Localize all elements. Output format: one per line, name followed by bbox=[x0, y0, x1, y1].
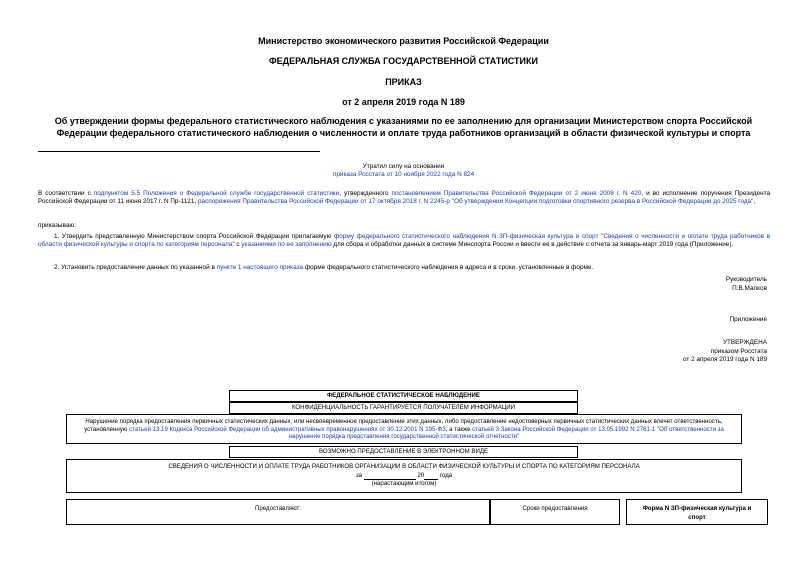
government-order-link[interactable]: распоряжения Правительства Российской Федерации от 17 октября 2018 г. N 2245-р "Об утверждении Концепции подготовки спортивного резерва в Российской Федерации до 2025 года" bbox=[197, 198, 754, 206]
electronic-box: ВОЗМОЖНО ПРЕДОСТАВЛЕНИЕ В ЭЛЕКТРОННОМ ВИДЕ bbox=[229, 446, 578, 458]
signature-name: П.В.Малков bbox=[732, 284, 767, 292]
order-word: приказываю: bbox=[38, 222, 76, 229]
period-line bbox=[67, 472, 741, 481]
document-title: Об утверждении формы федерального статистического наблюдения с указаниями по ее заполнению для организации Министерством спорта Российской Федерации федерального статистического наблюдения о численности и оплате труда работников организаций в области физической культуры и спорта bbox=[54, 116, 753, 138]
regulation-link[interactable]: подпунктом 5.5 Положения о Федеральной службе государственной статистики bbox=[93, 190, 340, 197]
approval-block bbox=[683, 339, 767, 365]
warning-text: , а также bbox=[445, 425, 473, 433]
period-suffix: года bbox=[439, 471, 453, 479]
preamble-text: , bbox=[753, 198, 756, 206]
item-text: форме федерального статистического наблюдения в адреса и в сроки, установленные в форме. bbox=[303, 264, 594, 271]
warning-text: Нарушение порядка предоставления первичных статистических данных, или несвоевременное предоставление этих данных, либо предоставление недостоверных первичных статистических данных влечет ответственность, установленную bbox=[84, 418, 723, 433]
order-item-1 bbox=[38, 233, 770, 250]
period-year: 20 bbox=[417, 471, 425, 479]
status-note bbox=[0, 163, 807, 180]
admin-code-link[interactable]: статьей 13.19 Кодекса Российской Федерации об административных правонарушениях от 30.12.2001 N 195-ФЗ bbox=[129, 425, 446, 433]
period-blank[interactable] bbox=[364, 473, 416, 480]
liability-warning-box bbox=[66, 414, 742, 444]
item-text: с bbox=[234, 241, 242, 249]
confidential-box: КОНФИДЕНЦИАЛЬНОСТЬ ГАРАНТИРУЕТСЯ ПОЛУЧАТЕЛЕМ ИНФОРМАЦИИ bbox=[229, 402, 578, 414]
status-line: Утратил силу на основании bbox=[362, 163, 445, 170]
document-type: ПРИКАЗ bbox=[385, 77, 422, 87]
preamble-text: , утвержденного bbox=[339, 190, 392, 197]
repeal-link[interactable]: приказа Росстата от 10 ноября 2022 года N 824 bbox=[332, 171, 475, 179]
point-1-link[interactable]: пункте 1 настоящего приказа bbox=[216, 264, 304, 271]
ministry-heading: Министерство экономического развития Российской Федерации bbox=[258, 36, 549, 46]
instructions-link[interactable]: указаниями по ее заполнению bbox=[241, 241, 332, 249]
form-heading: СВЕДЕНИЯ О ЧИСЛЕННОСТИ И ОПЛАТЕ ТРУДА РАБОТНИКОВ ОРГАНИЗАЦИИ В ОБЛАСТИ ФИЗИЧЕСКОЙ КУЛЬТУРЫ И СПОРТА ПО КАТЕГОРИЯМ ПЕРСОНАЛА bbox=[168, 463, 640, 470]
form-code-cell: Форма N ЗП-физическая культура и спорт bbox=[626, 499, 768, 525]
federal-law-link[interactable]: статьей 3 Закона Российской Федерации от 13.05.1992 N 2761-1 "Об ответственности за нарушение порядка представления государственной статистической отчетности" bbox=[288, 425, 724, 441]
form-link[interactable]: форму федерального статистического наблюдения N ЗП-физическая культура и спорт "Сведения о численности и оплате труда работников в области физической культуры и спорта по категориям персонала" bbox=[38, 233, 770, 249]
item-text: для сбора и обработки данных в системе Минспорта России и ввести ее в действие с отчета за январь-март 2019 года (Приложение). bbox=[331, 241, 734, 249]
service-heading: ФЕДЕРАЛЬНАЯ СЛУЖБА ГОСУДАРСТВЕННОЙ СТАТИСТИКИ bbox=[269, 56, 538, 66]
preamble-text: В соответствии с bbox=[38, 190, 94, 197]
approved-word: УТВЕРЖДЕНА bbox=[722, 339, 767, 346]
preamble-paragraph bbox=[38, 190, 770, 207]
deadline-cell: Сроки предоставления bbox=[490, 499, 620, 525]
signature-role: Руководитель bbox=[725, 276, 767, 283]
order-item-2 bbox=[38, 264, 770, 272]
signature-block bbox=[726, 276, 767, 293]
approved-date: от 2 апреля 2019 года N 189 bbox=[682, 356, 767, 363]
appendix-label: Приложение bbox=[729, 316, 767, 323]
cumulative-note: (нарастающим итогом) bbox=[371, 480, 437, 488]
item-text: 1. Утвердить представленную Министерством спорта Российской Федерации прилагаемую bbox=[54, 233, 334, 240]
preamble-text: , и во исполнение поручения Президента Российской Федерации от 11 июня 2017 г. N Пр-1121, bbox=[38, 190, 771, 206]
government-decree-link[interactable]: постановлением Правительства Российской Федерации от 2 июня 2008 г. N 420 bbox=[391, 190, 642, 197]
stat-observation-box: ФЕДЕРАЛЬНОЕ СТАТИСТИЧЕСКОЕ НАБЛЮДЕНИЕ bbox=[229, 390, 578, 402]
provide-cell: Предоставляют: bbox=[66, 499, 490, 525]
item-text: 2. Установить предоставление данных по указанной в bbox=[54, 264, 217, 271]
year-blank[interactable] bbox=[424, 473, 438, 480]
title-divider bbox=[38, 151, 320, 152]
form-heading-box bbox=[66, 459, 742, 493]
approved-by: приказом Росстата bbox=[710, 347, 767, 355]
document-date-number: от 2 апреля 2019 года N 189 bbox=[342, 97, 465, 107]
period-prefix: за bbox=[355, 471, 362, 479]
